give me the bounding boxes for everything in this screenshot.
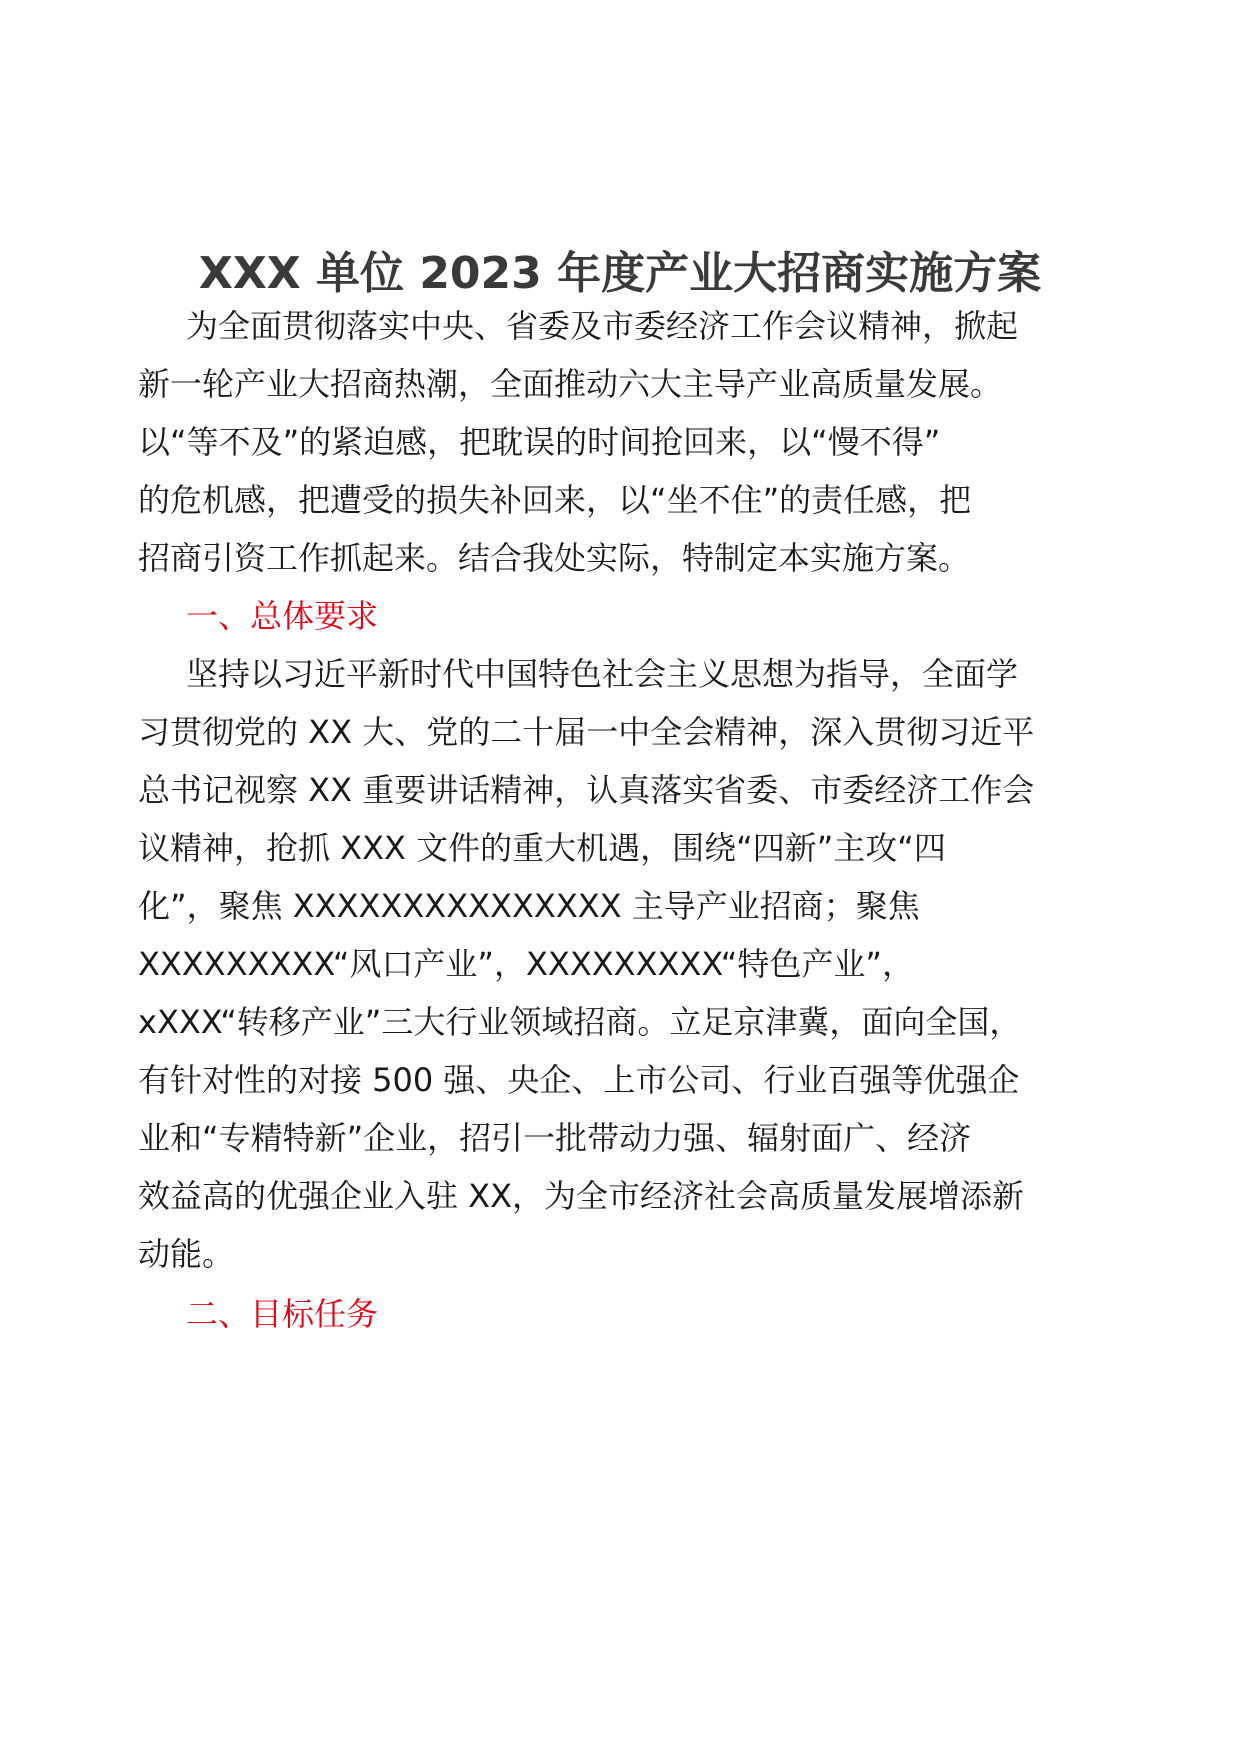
document-title: XXX 单位 2023 年度产业大招商实施方案	[198, 248, 1042, 299]
section1-line-2: 习贯彻党的 XX 大、党的二十届一中全会精神，深入贯彻习近平	[138, 713, 1035, 751]
section1-line-11: 动能。	[138, 1235, 235, 1273]
intro-line-4: 的危机感，把遭受的损失补回来，以“坐不住”的责任感，把	[138, 481, 972, 519]
section1-line-6: XXXXXXXXX“风口产业”，XXXXXXXXX“特色产业”，	[138, 945, 914, 983]
intro-line-1: 为全面贯彻落实中央、省委及市委经济工作会议精神，掀起	[186, 307, 1019, 345]
section-heading-1: 一、总体要求	[186, 597, 379, 635]
section-heading-2: 二、目标任务	[186, 1295, 379, 1333]
section1-line-4: 议精神，抢抓 XXX 文件的重大机遇，围绕“四新”主攻“四	[138, 829, 946, 867]
section1-line-5: 化”，聚焦 XXXXXXXXXXXXXXX 主导产业招商；聚焦	[138, 887, 920, 925]
section1-line-10: 效益高的优强企业入驻 XX，为全市经济社会高质量发展增添新	[138, 1177, 1025, 1215]
section1-line-8: 有针对性的对接 500 强、央企、上市公司、行业百强等优强企	[138, 1061, 1020, 1099]
section1-line-3: 总书记视察 XX 重要讲话精神，认真落实省委、市委经济工作会	[138, 771, 1035, 809]
intro-line-5: 招商引资工作抓起来。结合我处实际，特制定本实施方案。	[138, 539, 971, 577]
intro-line-2: 新一轮产业大招商热潮，全面推动六大主导产业高质量发展。	[138, 365, 1003, 403]
section1-line-1: 坚持以习近平新时代中国特色社会主义思想为指导，全面学	[186, 655, 1019, 693]
intro-line-3: 以“等不及”的紧迫感，把耽误的时间抢回来，以“慢不得”	[138, 423, 941, 461]
section1-line-7: xXXX“转移产业”三大行业领域招商。立足京津冀，面向全国，	[138, 1003, 1022, 1041]
section1-line-9: 业和“专精特新”企业，招引一批带动力强、辐射面广、经济	[138, 1119, 972, 1157]
